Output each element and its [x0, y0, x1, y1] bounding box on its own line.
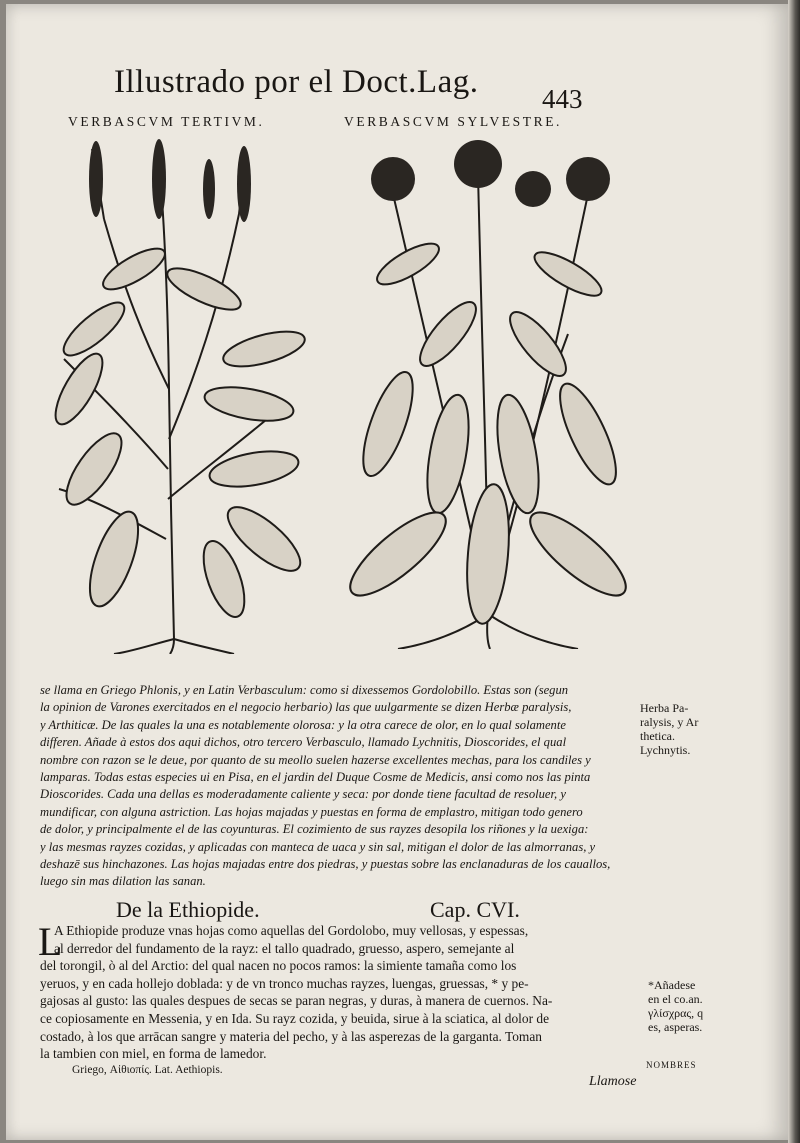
plant-title-verbascum-sylvestre: VERBASCVM SYLVESTRE.: [344, 114, 563, 129]
margin-note-line: es, asperas.: [648, 1020, 703, 1034]
commentary-line: y las mesmas rayzes cozidas, y aplicadas con manteca de uaca y sin sal, mitigan el dolor de las almorranas, y: [40, 839, 596, 854]
chapter-line: ce copiosamente en Messenia, y en Ida. Su rayz cozida, y beuida, sirue à la sciatica, al dolor de: [40, 1010, 550, 1026]
commentary-line: lamparas. Todas estas especies ui en Pisa, en el jardin del Duque Cosme de Medicis, ansi como nos las pinta: [40, 770, 591, 785]
commentary-line: deshazē sus hinchazones. Las hojas majadas entre dos piedras, y puestas sobre las enclanaduras de los cauallos,: [40, 857, 611, 872]
commentary-line: mundificar, con alguna astriction. Las hojas majadas y puestas en forma de emplastro, mitigan todo genero: [40, 804, 583, 819]
page-number: 443: [542, 84, 583, 114]
chapter-title: De la Ethiopide.: [116, 897, 260, 922]
catchword: Llamose: [589, 1074, 637, 1089]
page-edge-shadow: [788, 0, 800, 1143]
commentary-line: la opinion de Varones exercitados en el negocio herbario) las que uulgarmente se dizen Herbæ paralysis,: [40, 700, 572, 715]
chapter-line: al derredor del fundamento de la rayz: el tallo quadrado, gruesso, aspero, semejante al: [54, 940, 515, 956]
greek-latin-names: Griego, Αἰθιοπίς. Lat. Aethiopis.: [72, 1064, 223, 1076]
chapter-paragraph: [38, 919, 638, 1063]
commentary-line: nombre con razon se le deue, por quanto de su meollo suelen hazerse excellentes mechas, para los candiles y: [40, 752, 591, 767]
commentary-line: de dolor, y principalmente el de las coyunturas. El cozimiento de sus rayzes desopila los riñones y la uexiga:: [40, 822, 589, 837]
book-page: [6, 4, 788, 1140]
chapter-line: A Ethiopide produze vnas hojas como aquellas del Gordolobo, muy vellosas, y espessas,: [54, 923, 529, 938]
chapter-line: gajosas al gusto: las quales despues de secas se paran negras, y duras, à manera de cuernos. Na-: [40, 993, 553, 1009]
commentary-line: se llama en Griego Phlonis, y en Latin Verbasculum: como si dixessemos Gordolobillo. Estas son (segun: [40, 683, 569, 697]
commentary-line: y Arthiticæ. De las quales la una es notablemente olorosa: y la otra carece de olor, en lo qual solamente: [40, 717, 566, 732]
commentary-line: differen. Añade à estos dos aqui dichos, otro tercero Verbasculo, llamado Lychnitis, Dioscorides, el qual: [40, 735, 567, 750]
chapter-line: costado, à los que arrācan sangre y materia del pecho, y à las asperezas de la garganta. Toman: [40, 1028, 542, 1044]
margin-note-line: thetica.: [640, 729, 675, 743]
commentary-line: luego sin mas dilation las sanan.: [40, 874, 206, 889]
margin-note-line: γλίσχρας, q: [648, 1006, 704, 1020]
plant-title-verbascum-tertium: VERBASCVM TERTIVM.: [68, 114, 265, 129]
margin-note-line: Herba Pa-: [640, 701, 689, 715]
margin-note-line: Lychnytis.: [640, 743, 691, 757]
drop-cap: L: [38, 919, 63, 964]
margin-note-line: ralysis, y Ar: [640, 715, 699, 729]
chapter-number: Cap. CVI.: [430, 897, 520, 922]
chapter-line: la tambien con miel, en forma de lamedor.: [40, 1046, 267, 1062]
margin-note-anadese: [648, 978, 718, 1034]
margin-note-line: *Añadese: [648, 978, 696, 992]
woodcut-verbascum-tertium: [34, 139, 314, 654]
running-title: Illustrado por el Doct.Lag.: [114, 64, 479, 100]
commentary-line: Dioscorides. Cada una dellas es moderadamente caliente y seca: por donde tiene facultad de resoluer, y: [40, 787, 566, 802]
chapter-line: del torongil, ò al del Arctio: del qual nacen no pocos ramos: la simiente tamaña como los: [40, 958, 517, 974]
margin-note-herba-paralysis: [640, 701, 710, 757]
margin-note-line: en el co.an.: [648, 992, 703, 1006]
woodcut-verbascum-sylvestre: [338, 134, 638, 649]
section-label-nombres: NOMBRES: [646, 1060, 697, 1070]
commentary-paragraph: [40, 682, 636, 891]
chapter-line: yeruos, y en cada hollejo doblada: y de vn tronco muchas rayzes, luengas, gruessas, * y pe-: [40, 975, 529, 991]
